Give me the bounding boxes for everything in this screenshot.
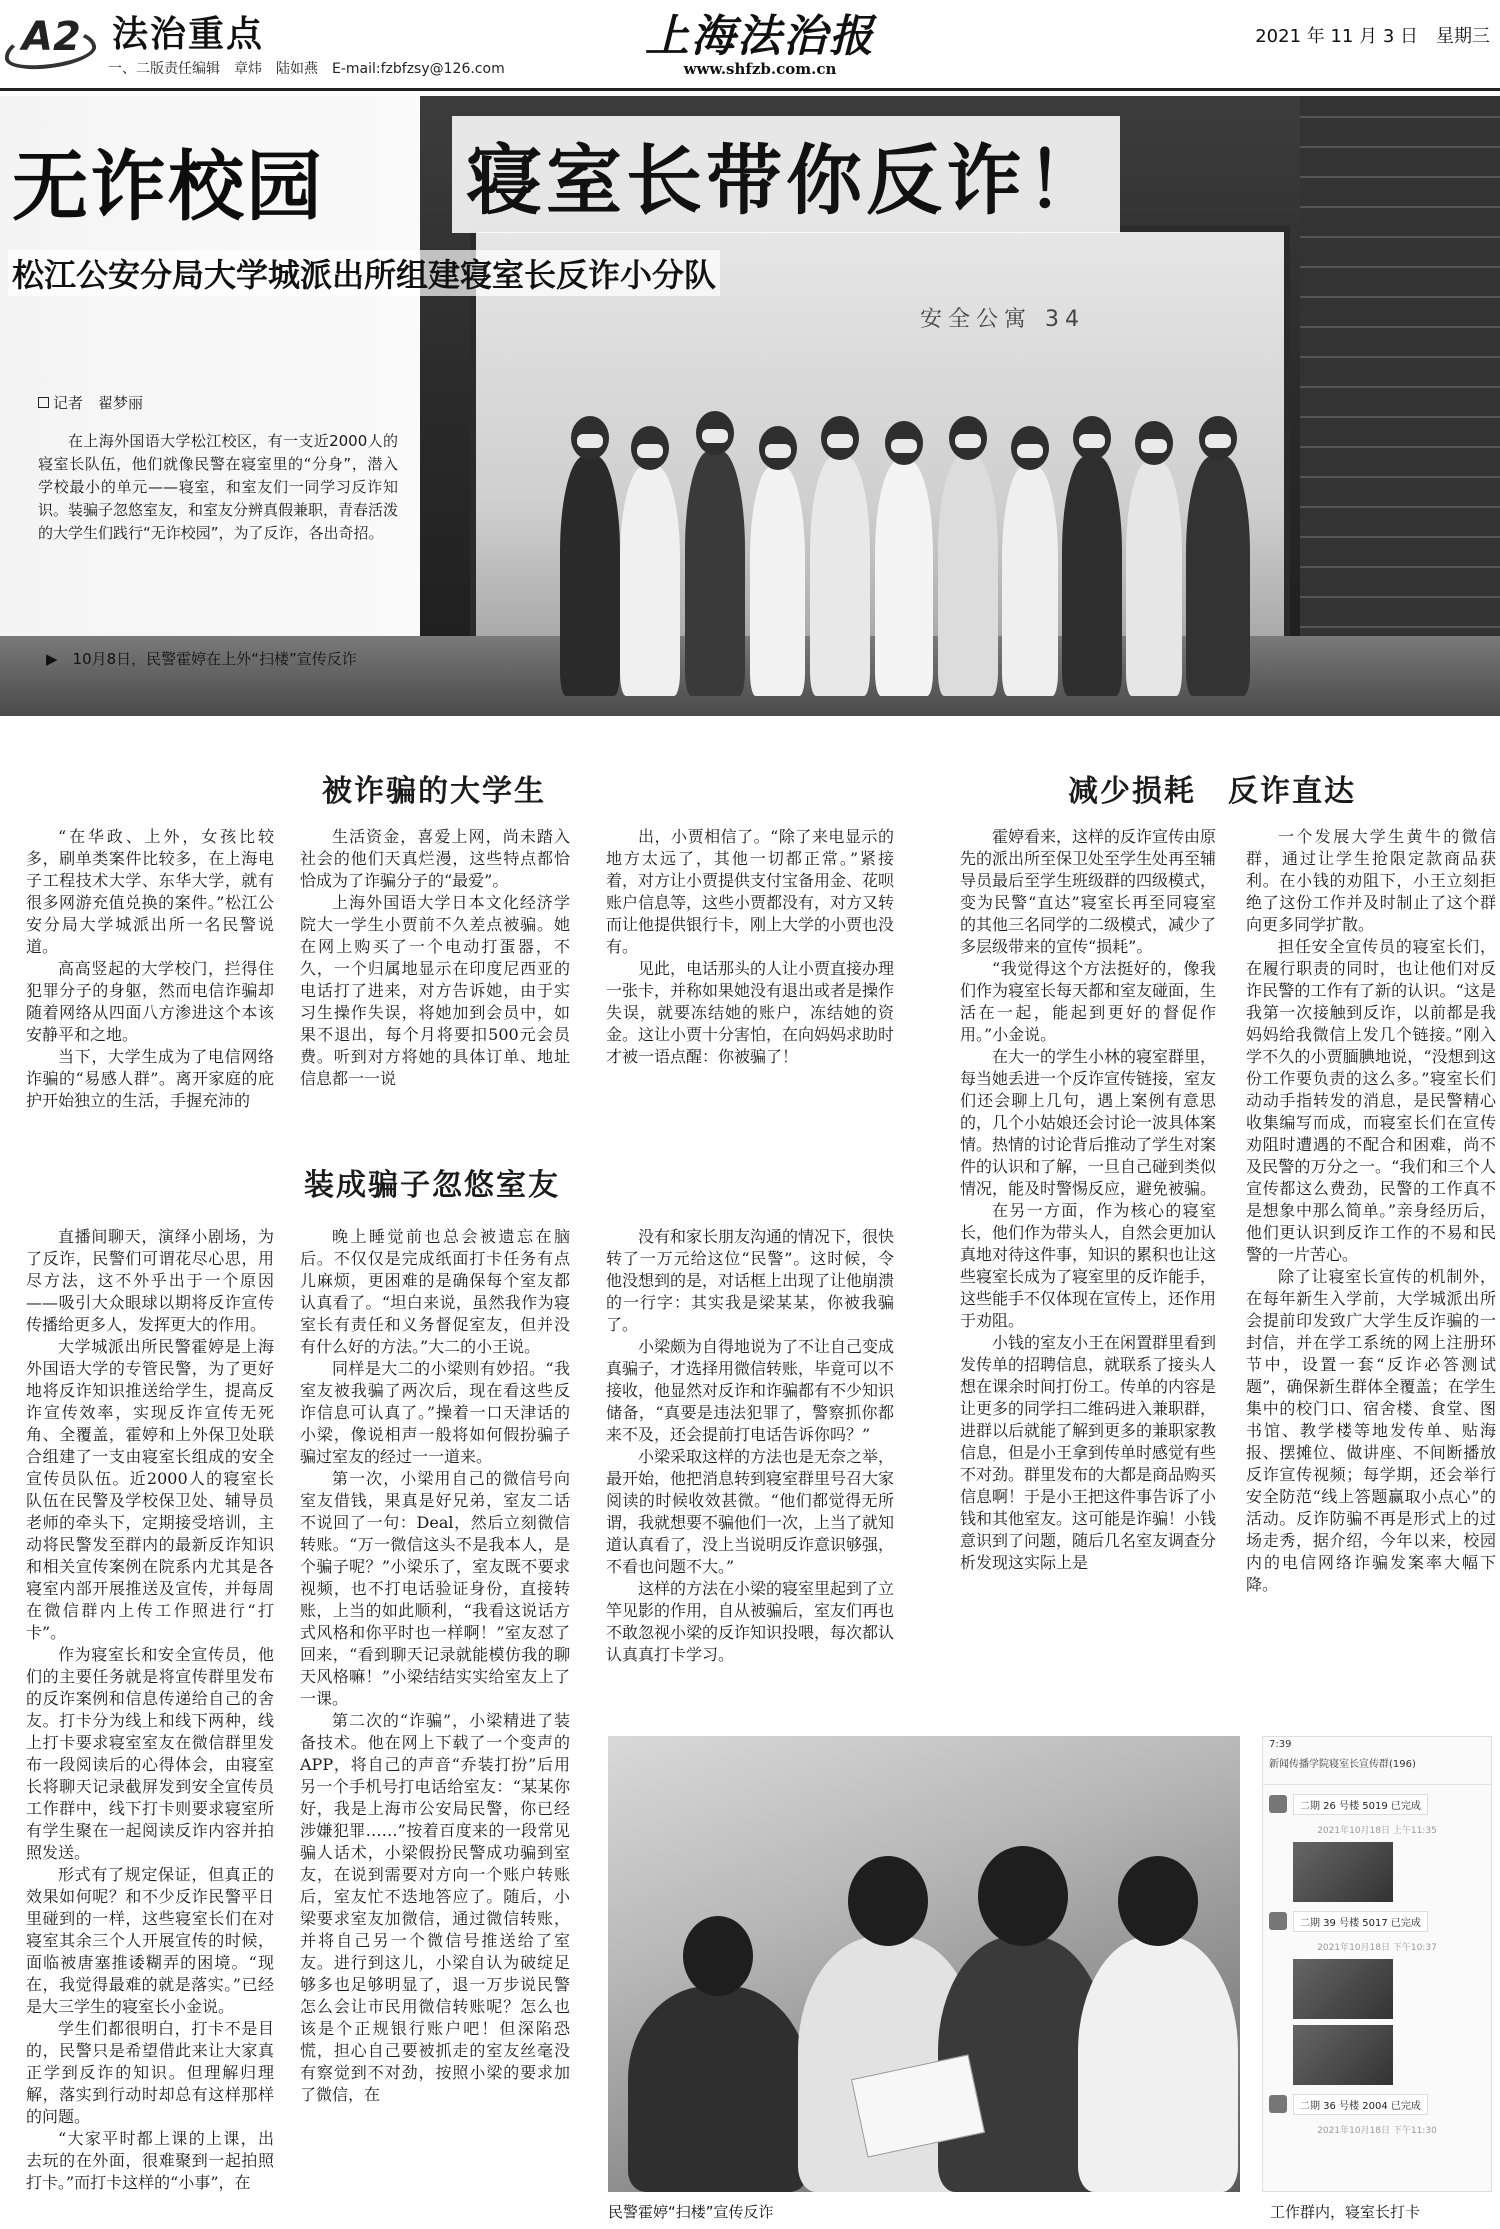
paragraph: 一个发展大学生黄牛的微信群，通过让学生抢限定款商品获利。在小钱的劝阻下，小王立刻拒绝了这份工作并及时制止了这个群向更多同学扩散。 bbox=[1246, 827, 1496, 934]
column-2a bbox=[300, 826, 570, 1148]
chat-message bbox=[1269, 1908, 1485, 1934]
paragraph: 上海外国语大学日本文化经济学院大一学生小贾前不久差点被骗。她在网上购买了一个电动打蛋器，不久，一个归属地显示在印度尼西亚的电话打了进来，对方告诉她，由于实习生操作失误，将她加到会员中，如果不退出，每个月将要扣500元会员费。听到对方将她的具体订单、地址信息都一一说 bbox=[300, 893, 570, 1088]
chat-image bbox=[1293, 1959, 1393, 2019]
paragraph: 在另一方面，作为核心的寝室长，他们作为带头人，自然会更加认真地对待这件事，知识的累积也让这些寝室长成为了寝室里的反诈能手，这些能手不仅体现在宣传上，还作用于劝阻。 bbox=[960, 1201, 1216, 1330]
head bbox=[848, 1856, 928, 1946]
paragraph: 大学城派出所民警霍婷是上海外国语大学的专管民警，为了更好地将反诈知识推送给学生，提高反诈宣传效率，实现反诈宣传无死角、全覆盖，霍婷和上外保卫处联合组建了一支由寝室长组成的安全宣传员队伍。近2000人的寝室长队伍在民警及学校保卫处、辅导员老师的牵头下，定期接受培训，主动将民警发至群内的最新反诈知识和相关宣传案例在院系内尤其是各寝室内部开展推送及宣传，并每周在微信群内上传工作照进行“打卡”。 bbox=[26, 1337, 274, 1642]
masthead-rule bbox=[0, 88, 1500, 91]
paragraph: 直播间聊天，演绎小剧场，为了反诈，民警们可谓花尽心思，用尽方法，这不外乎出于一个原因——吸引大众眼球以期将反诈宣传传播给更多人，发挥更大的作用。 bbox=[26, 1227, 274, 1334]
photo-caption-right: 工作群内，寝室长打卡 bbox=[1270, 2203, 1421, 2221]
person-silhouette bbox=[628, 1986, 808, 2192]
photo-caption-left: 民警霍婷“扫楼”宣传反诈 bbox=[608, 2203, 774, 2221]
avatar bbox=[1269, 1795, 1287, 1813]
paragraph: 作为寝室长和安全宣传员，他们的主要任务就是将宣传群里发布的反诈案例和信息传递给自己的舍友。打卡分为线上和线下两种，线上打卡要求寝室室友在微信群里发布一段阅读后的心得体会，由寝室长将聊天记录截屏发到安全宣传员工作群中，线下打卡则要求寝室所有学生聚在一起阅读反诈内容并拍照发送。 bbox=[26, 1645, 274, 1862]
door-sign: 安全公寓 34 bbox=[920, 307, 1085, 332]
face-mask bbox=[765, 444, 791, 458]
paragraph: 学生们都很明白，打卡不是目的，民警只是希望借此来让大家真正学到反诈的知识。但理解归理解，落实到行动时却总有这样那样的问题。 bbox=[26, 2019, 274, 2126]
person-silhouette bbox=[1062, 456, 1122, 696]
paragraph: 这样的方法在小梁的寝室里起到了立竿见影的作用，自从被骗后，室友们再也不敢忽视小梁的反诈知识投喂，每次都认认真真打卡学习。 bbox=[606, 1579, 894, 1664]
chat-message bbox=[1269, 1791, 1485, 1817]
column-2b bbox=[300, 1226, 570, 2220]
person-silhouette bbox=[938, 456, 998, 696]
editors-line: 一、二版责任编辑 章炜 陆如燕 E-mail:fzbfzsy@126.com bbox=[108, 61, 505, 77]
chat-bubble: 二期 26 号楼 5019 已完成 bbox=[1293, 1794, 1428, 1815]
page-badge bbox=[4, 14, 100, 70]
paragraph: 同样是大二的小梁则有妙招。“我室友被我骗了两次后，现在看这些反诈信息可认真了。”操着一口天津话的小梁，像说相声一般将如何假扮骗子骗过室友的经过一一道来。 bbox=[300, 1359, 570, 1466]
headline-part-1: 无诈校园 bbox=[12, 142, 324, 231]
chat-timestamp: 2021年10月18日 下午11:30 bbox=[1317, 2126, 1437, 2136]
person-silhouette bbox=[875, 461, 933, 696]
paragraph: 晚上睡觉前也总会被遗忘在脑后。不仅仅是完成纸面打卡任务有点儿麻烦，更困难的是确保每个室友都认真看了。“坦白来说，虽然我作为寝室长有责任和义务督促室友，但并没有什么好的方法。”大二的小王说。 bbox=[300, 1227, 570, 1356]
face-mask bbox=[1079, 434, 1105, 448]
person-silhouette bbox=[560, 456, 620, 696]
head bbox=[978, 1846, 1068, 1946]
paragraph: 没有和家长朋友沟通的情况下，很快转了一万元给这位“民警”。这时候，令他没想到的是，对话框上出现了让他崩溃的一行字：其实我是梁某某，你被我骗了。 bbox=[606, 1227, 894, 1334]
paragraph: 担任安全宣传员的寝室长们，在履行职责的同时，也让他们对反诈民警的工作有了新的认识。“这是我第一次接触到反诈，以前都是我妈妈给我微信上发几个链接。”刚入学不久的小贾腼腆地说，“没想到这份工作要负责的这么多。”寝室长们动动手指转发的消息，是民警精心收集编写而成，而寝室长们在宣传劝阻时遭遇的不配合和困难，尚不及民警的万分之一。“我们和三个人宣传都这么费劲，民警的工作真不是想象中那么简单。”亲身经历后，他们更认识到反诈工作的不易和民警的一片苦心。 bbox=[1246, 937, 1496, 1264]
masthead bbox=[0, 0, 1500, 92]
paragraph: 在大一的学生小林的寝室群里，每当她丢进一个反诈宣传链接，室友们还会聊上几句，遇上案例有意思的，几个小姑娘还会讨论一波具体案情。热情的讨论背后推动了学生对案件的认识和了解，一旦自己碰到类似情况，能及时警惕反应，避免被骗。 bbox=[960, 1047, 1216, 1198]
byline bbox=[38, 392, 143, 413]
person-silhouette bbox=[810, 456, 870, 696]
person-silhouette bbox=[1078, 1936, 1238, 2192]
headline-part-2: 寝室长带你反诈！ bbox=[452, 116, 1120, 233]
chat-message bbox=[1269, 2091, 1485, 2117]
subhead-direct-anti-fraud: 减少损耗 反诈直达 bbox=[1068, 774, 1356, 809]
face-mask bbox=[1017, 444, 1043, 458]
paragraph: 小钱的室友小王在闲置群里看到发传单的招聘信息，就联系了接头人想在课余时间打份工。传单的内容是让更多的同学扫二维码进入兼职群，进群以后就能了解到更多的兼职家教信息，但是小王拿到传单时感觉有些不对劲。群里发布的大都是商品购买信息啊！于是小王把这件事告诉了小钱和其他室友。这可能是诈骗！小钱意识到了问题，随后几名室友调查分析发现这实际上是 bbox=[960, 1333, 1216, 1572]
face-mask bbox=[637, 444, 663, 458]
paragraph: “在华政、上外，女孩比较多，刷单类案件比较多，在上海电子工程技术大学、东华大学，就有很多网游充值兑换的案件。”松江公安分局大学城派出所一名民警说道。 bbox=[26, 827, 274, 956]
chat-timestamp: 2021年10月18日 下午10:37 bbox=[1317, 1943, 1437, 1953]
byline-text: 记者 翟梦丽 bbox=[53, 394, 144, 412]
paragraph: 小梁采取这样的方法也是无奈之举，最开始，他把消息转到寝室群里号召大家阅读的时候收效甚微。“他们都觉得无所谓，我就想要不骗他们一次，上当了就知道认真看了，没上当说明反诈意识够强，不看也问题不大。” bbox=[606, 1447, 894, 1576]
face-mask bbox=[1205, 434, 1231, 448]
column-5 bbox=[1246, 826, 1496, 1726]
chat-image bbox=[1293, 2025, 1393, 2085]
head bbox=[1118, 1856, 1198, 1946]
paragraph: 生活资金，喜爱上网，尚未踏入社会的他们天真烂漫，这些特点都恰恰成为了诈骗分子的“最爱”。 bbox=[300, 827, 570, 890]
paragraph: 小梁颇为自得地说为了不让自己变成真骗子，才选择用微信转账，毕竟可以不接收，他显然对反诈和诈骗都有不少知识储备，“真要是违法犯罪了，警察抓你都来不及，还会提前打电话告诉你吗？” bbox=[606, 1337, 894, 1444]
paragraph: 除了让寝室长宣传的机制外，在每年新生入学前，大学城派出所会提前印发致广大学生反诈骗的一封信，并在学工系统的网上注册环节中，设置一套“反诈必答测试题”，确保新生群体全覆盖；在学生集中的校门口、宿舍楼、食堂、图书馆、教学楼等地发传单、贴海报、摆摊位、做讲座、不间断播放反诈宣传视频；每学期，还会举行安全防范“线上答题赢取小点心”的活动。反诈防骗不再是形式上的过场走秀，据介绍，今年以来，校园内的电信网络诈骗发案率大幅下降。 bbox=[1246, 1267, 1496, 1594]
subhead-fake-scammer: 装成骗子忽悠室友 bbox=[304, 1168, 560, 1203]
lede-paragraph: 在上海外国语大学松江校区，有一支近2000人的寝室长队伍，他们就像民警在寝室里的“分身”，潜入学校最小的单元——寝室，和室友们一同学习反诈知识。装骗子忽悠室友，和室友分辨真假兼职，青春活泼的大学生们践行“无诈校园”，为了反诈，各出奇招。 bbox=[38, 432, 399, 542]
headline-subtitle: 松江公安分局大学城派出所组建寝室长反诈小分队 bbox=[8, 250, 720, 296]
avatar bbox=[1269, 1912, 1287, 1930]
chat-timestamp: 2021年10月18日 上午11:35 bbox=[1317, 1826, 1437, 1836]
chat-bubble: 二期 36 号楼 2004 已完成 bbox=[1293, 2094, 1428, 2115]
face-mask bbox=[702, 429, 728, 443]
column-3a bbox=[606, 826, 894, 1148]
person-silhouette bbox=[685, 451, 745, 696]
chat-image bbox=[1293, 1842, 1393, 1902]
person-silhouette bbox=[1126, 461, 1182, 696]
paragraph: “我觉得这个方法挺好的，像我们作为寝室长每天都和室友碰面，生活在一起，能起到更好的督促作用。”小金说。 bbox=[960, 959, 1216, 1044]
face-mask bbox=[955, 434, 981, 448]
column-1a bbox=[26, 826, 274, 1148]
person-silhouette bbox=[1186, 456, 1250, 696]
person-silhouette bbox=[620, 466, 680, 696]
paragraph: 高高竖起的大学校门，拦得住犯罪分子的身躯，然而电信诈骗却随着网络从四面八方渗进这个本该安静平和之地。 bbox=[26, 959, 274, 1044]
section-name: 法治重点 bbox=[112, 14, 265, 55]
photo-officer-with-students bbox=[608, 1736, 1240, 2192]
column-3b bbox=[606, 1226, 894, 1726]
byline-square-icon bbox=[38, 397, 49, 408]
chat-bubble: 二期 39 号楼 5017 已完成 bbox=[1293, 1911, 1428, 1932]
paragraph: 当下，大学生成为了电信网络诈骗的“易感人群”。离开家庭的庇护开始独立的生活，手握充沛的 bbox=[26, 1047, 274, 1110]
paragraph: “大家平时都上课的上课，出去玩的在外面，很难聚到一起拍照打卡。”而打卡这样的“小事”，在 bbox=[26, 2129, 274, 2192]
page-number: A2 bbox=[22, 14, 81, 60]
paper-url: www.shfzb.com.cn bbox=[683, 60, 837, 78]
people-group bbox=[560, 406, 1280, 716]
phone-status-bar: 7:39 bbox=[1269, 1739, 1292, 1750]
paragraph: 霍婷看来，这样的反诈宣传由原先的派出所至保卫处至学生处再至辅导员最后至学生班级群的四级模式，变为民警“直达”寝室长再至同寝室的其他三名同学的二级模式，减少了多层级带来的宣传“损耗”。 bbox=[960, 827, 1216, 956]
hero-caption: ▶ 10月8日，民警霍婷在上外“扫楼”宣传反诈 bbox=[46, 650, 357, 668]
column-4 bbox=[960, 826, 1216, 1726]
face-mask bbox=[827, 434, 853, 448]
phone-screenshot bbox=[1262, 1736, 1492, 2192]
chat-header: 新闻传播学院寝室长宣传群(196) bbox=[1263, 1755, 1491, 1785]
column-1b bbox=[26, 1226, 274, 2220]
face-mask bbox=[891, 439, 917, 453]
head bbox=[683, 1916, 753, 1996]
face-mask bbox=[577, 434, 603, 448]
person-silhouette bbox=[1002, 466, 1058, 696]
paragraph: 第二次的“诈骗”，小梁精进了装备技术。他在网上下载了一个变声的APP，将自己的声音“乔装打扮”后用另一个手机号打电话给室友：“某某你好，我是上海市公安局民警，你已经涉嫌犯罪……”按着百度来的一段常见骗人话术，小梁假扮民警成功骗到室友，在说到需要对方向一个账户转账后，室友忙不迭地答应了。随后，小梁要求室友加微信，通过微信转账，并将自己另一个微信号推送给了室友。进行到这儿，小梁自认为破绽足够多也足够明显了，退一万步说民警怎么会让市民用微信转账呢？怎么也该是个正规银行账户吧！但深陷恐慌，担心自己要被抓走的室友丝毫没有察觉到不对劲，按照小梁的要求加了微信，在 bbox=[300, 1711, 570, 2104]
paper-name-logo: 上海法治报 bbox=[645, 11, 875, 62]
subhead-victim-students: 被诈骗的大学生 bbox=[322, 774, 546, 809]
paragraph: 形式有了规定保证，但真正的效果如何呢？和不少反诈民警平日里碰到的一样，这些寝室长们在对寝室其余三个人开展宣传的时候，面临被唐塞推诿糊弄的困境。“现在，我觉得最难的就是落实。”已经是大三学生的寝室长小金说。 bbox=[26, 1865, 274, 2016]
issue-date: 2021 年 11 月 3 日 星期三 bbox=[1255, 26, 1490, 47]
person-silhouette bbox=[750, 466, 805, 696]
paragraph: 见此，电话那头的人让小贾直接办理一张卡，并称如果她没有退出或者是操作失误，就要冻结她的账户，冻结她的资金。这让小贾十分害怕，在向妈妈求助时才被一语点醒：你被骗了！ bbox=[606, 959, 894, 1066]
avatar bbox=[1269, 2095, 1287, 2113]
paragraph: 第一次，小梁用自己的微信号向室友借钱，果真是好兄弟，室友二话不说回了一句：Deal，然后立刻微信转账。“万一微信这头不是我本人，是个骗子呢？”小梁乐了，室友既不要求视频，也不打电话验证身份，直接转账，上当的如此顺利，“我看这说话方式风格和你平时也一样啊！”室友怼了回来，“看到聊天记录就能模仿我的聊天风格嘛！”小梁结结实实给室友上了一课。 bbox=[300, 1469, 570, 1708]
face-mask bbox=[1141, 439, 1167, 453]
paragraph: 出，小贾相信了。“除了来电显示的地方太远了，其他一切都正常。”紧接着，对方让小贾提供支付宝备用金、花呗账户信息等，这些小贾都没有，对方又转而让他提供银行卡，刚上大学的小贾也没有。 bbox=[606, 827, 894, 956]
building-right bbox=[1300, 96, 1500, 716]
